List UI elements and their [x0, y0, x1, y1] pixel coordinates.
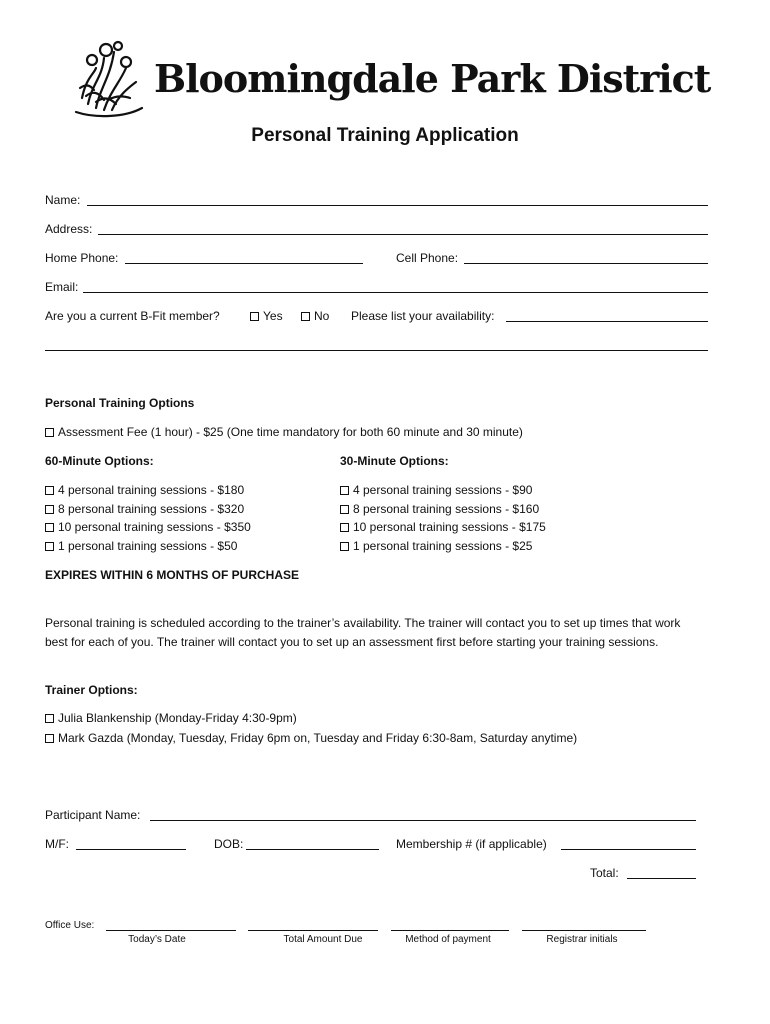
sixty-option-1[interactable] — [45, 483, 244, 498]
thirty-option-1[interactable] — [340, 483, 532, 498]
member-yes-option[interactable] — [250, 309, 283, 324]
availability-field-line-2[interactable] — [45, 350, 708, 351]
dob-field[interactable] — [246, 849, 379, 850]
office-use-label: Office Use: — [45, 920, 95, 931]
mf-field[interactable] — [76, 849, 186, 850]
option-label: 1 personal training sessions - $25 — [353, 539, 533, 553]
checkbox-icon[interactable] — [340, 505, 349, 514]
trainer-heading: Trainer Options: — [45, 683, 138, 697]
total-amount-due-caption: Total Amount Due — [283, 934, 363, 945]
assessment-option[interactable] — [45, 425, 523, 440]
name-label: Name: — [45, 193, 81, 207]
checkbox-icon[interactable] — [45, 486, 54, 495]
member-question: Are you a current B-Fit member? — [45, 309, 220, 323]
option-label: 10 personal training sessions - $175 — [353, 520, 546, 534]
options-heading: Personal Training Options — [45, 396, 195, 410]
dob-label: DOB: — [214, 837, 244, 851]
info-paragraph: Personal training is scheduled according to the trainer’s availability. The trainer will contact you to set up times that work best for each of you. The trainer will contact you to set up an assessment first before starting your training sessions. — [45, 616, 681, 649]
membership-field[interactable] — [561, 849, 696, 850]
todays-date-caption: Today’s Date — [128, 934, 186, 945]
registrar-initials-caption: Registrar initials — [546, 934, 618, 945]
option-label: 4 personal training sessions - $90 — [353, 483, 533, 497]
name-field[interactable] — [87, 205, 708, 206]
availability-field[interactable] — [506, 321, 708, 322]
checkbox-icon[interactable] — [301, 312, 310, 321]
flower-logo-icon — [74, 38, 154, 118]
checkbox-icon[interactable] — [45, 428, 54, 437]
checkbox-icon[interactable] — [45, 734, 54, 743]
address-field[interactable] — [98, 234, 708, 235]
checkbox-icon[interactable] — [340, 523, 349, 532]
checkbox-icon[interactable] — [45, 505, 54, 514]
todays-date-field[interactable] — [106, 930, 236, 931]
checkbox-icon[interactable] — [340, 542, 349, 551]
logo — [74, 38, 711, 118]
total-field[interactable] — [627, 878, 696, 879]
cell-phone-field[interactable] — [464, 263, 708, 264]
method-of-payment-caption: Method of payment — [405, 934, 491, 945]
checkbox-icon[interactable] — [45, 714, 54, 723]
trainer-option-2[interactable] — [45, 731, 577, 746]
home-phone-label: Home Phone: — [45, 251, 119, 265]
total-label: Total: — [590, 866, 619, 880]
expires-notice: EXPIRES WITHIN 6 MONTHS OF PURCHASE — [45, 568, 300, 582]
trainer-label: Julia Blankenship (Monday-Friday 4:30-9pm) — [58, 711, 297, 725]
thirty-option-2[interactable] — [340, 502, 539, 517]
org-name: Bloomingdale Park District — [154, 56, 711, 101]
thirty-option-4[interactable] — [340, 539, 532, 554]
availability-label: Please list your availability: — [351, 309, 495, 323]
sixty-option-3[interactable] — [45, 520, 251, 535]
checkbox-icon[interactable] — [340, 486, 349, 495]
sixty-option-4[interactable] — [45, 539, 237, 554]
option-label: 8 personal training sessions - $160 — [353, 502, 540, 516]
home-phone-field[interactable] — [125, 263, 363, 264]
option-label: 4 personal training sessions - $180 — [58, 483, 245, 497]
membership-label: Membership # (if applicable) — [396, 837, 547, 851]
sixty-minute-heading: 60-Minute Options: — [45, 454, 154, 468]
option-label: 10 personal training sessions - $350 — [58, 520, 251, 534]
address-label: Address: — [45, 222, 93, 236]
sixty-option-2[interactable] — [45, 502, 244, 517]
option-label: 8 personal training sessions - $320 — [58, 502, 245, 516]
option-label: 1 personal training sessions - $50 — [58, 539, 238, 553]
checkbox-icon[interactable] — [250, 312, 259, 321]
registrar-initials-field[interactable] — [522, 930, 646, 931]
total-amount-due-field[interactable] — [248, 930, 378, 931]
participant-name-label: Participant Name: — [45, 808, 141, 822]
thirty-minute-heading: 30-Minute Options: — [340, 454, 449, 468]
trainer-option-1[interactable] — [45, 711, 297, 726]
email-field[interactable] — [83, 292, 708, 293]
yes-label: Yes — [263, 309, 283, 323]
thirty-option-3[interactable] — [340, 520, 546, 535]
checkbox-icon[interactable] — [45, 523, 54, 532]
assessment-label: Assessment Fee (1 hour) - $25 (One time mandatory for both 60 minute and 30 minute) — [58, 425, 523, 439]
participant-name-field[interactable] — [150, 820, 696, 821]
trainer-label: Mark Gazda (Monday, Tuesday, Friday 6pm on, Tuesday and Friday 6:30-8am, Saturday anytime) — [58, 731, 578, 745]
method-of-payment-field[interactable] — [391, 930, 509, 931]
mf-label: M/F: — [45, 837, 69, 851]
cell-phone-label: Cell Phone: — [396, 251, 459, 265]
no-label: No — [314, 309, 330, 323]
checkbox-icon[interactable] — [45, 542, 54, 551]
email-label: Email: — [45, 280, 79, 294]
member-no-option[interactable] — [301, 309, 329, 324]
page-title: Personal Training Application — [251, 125, 519, 146]
